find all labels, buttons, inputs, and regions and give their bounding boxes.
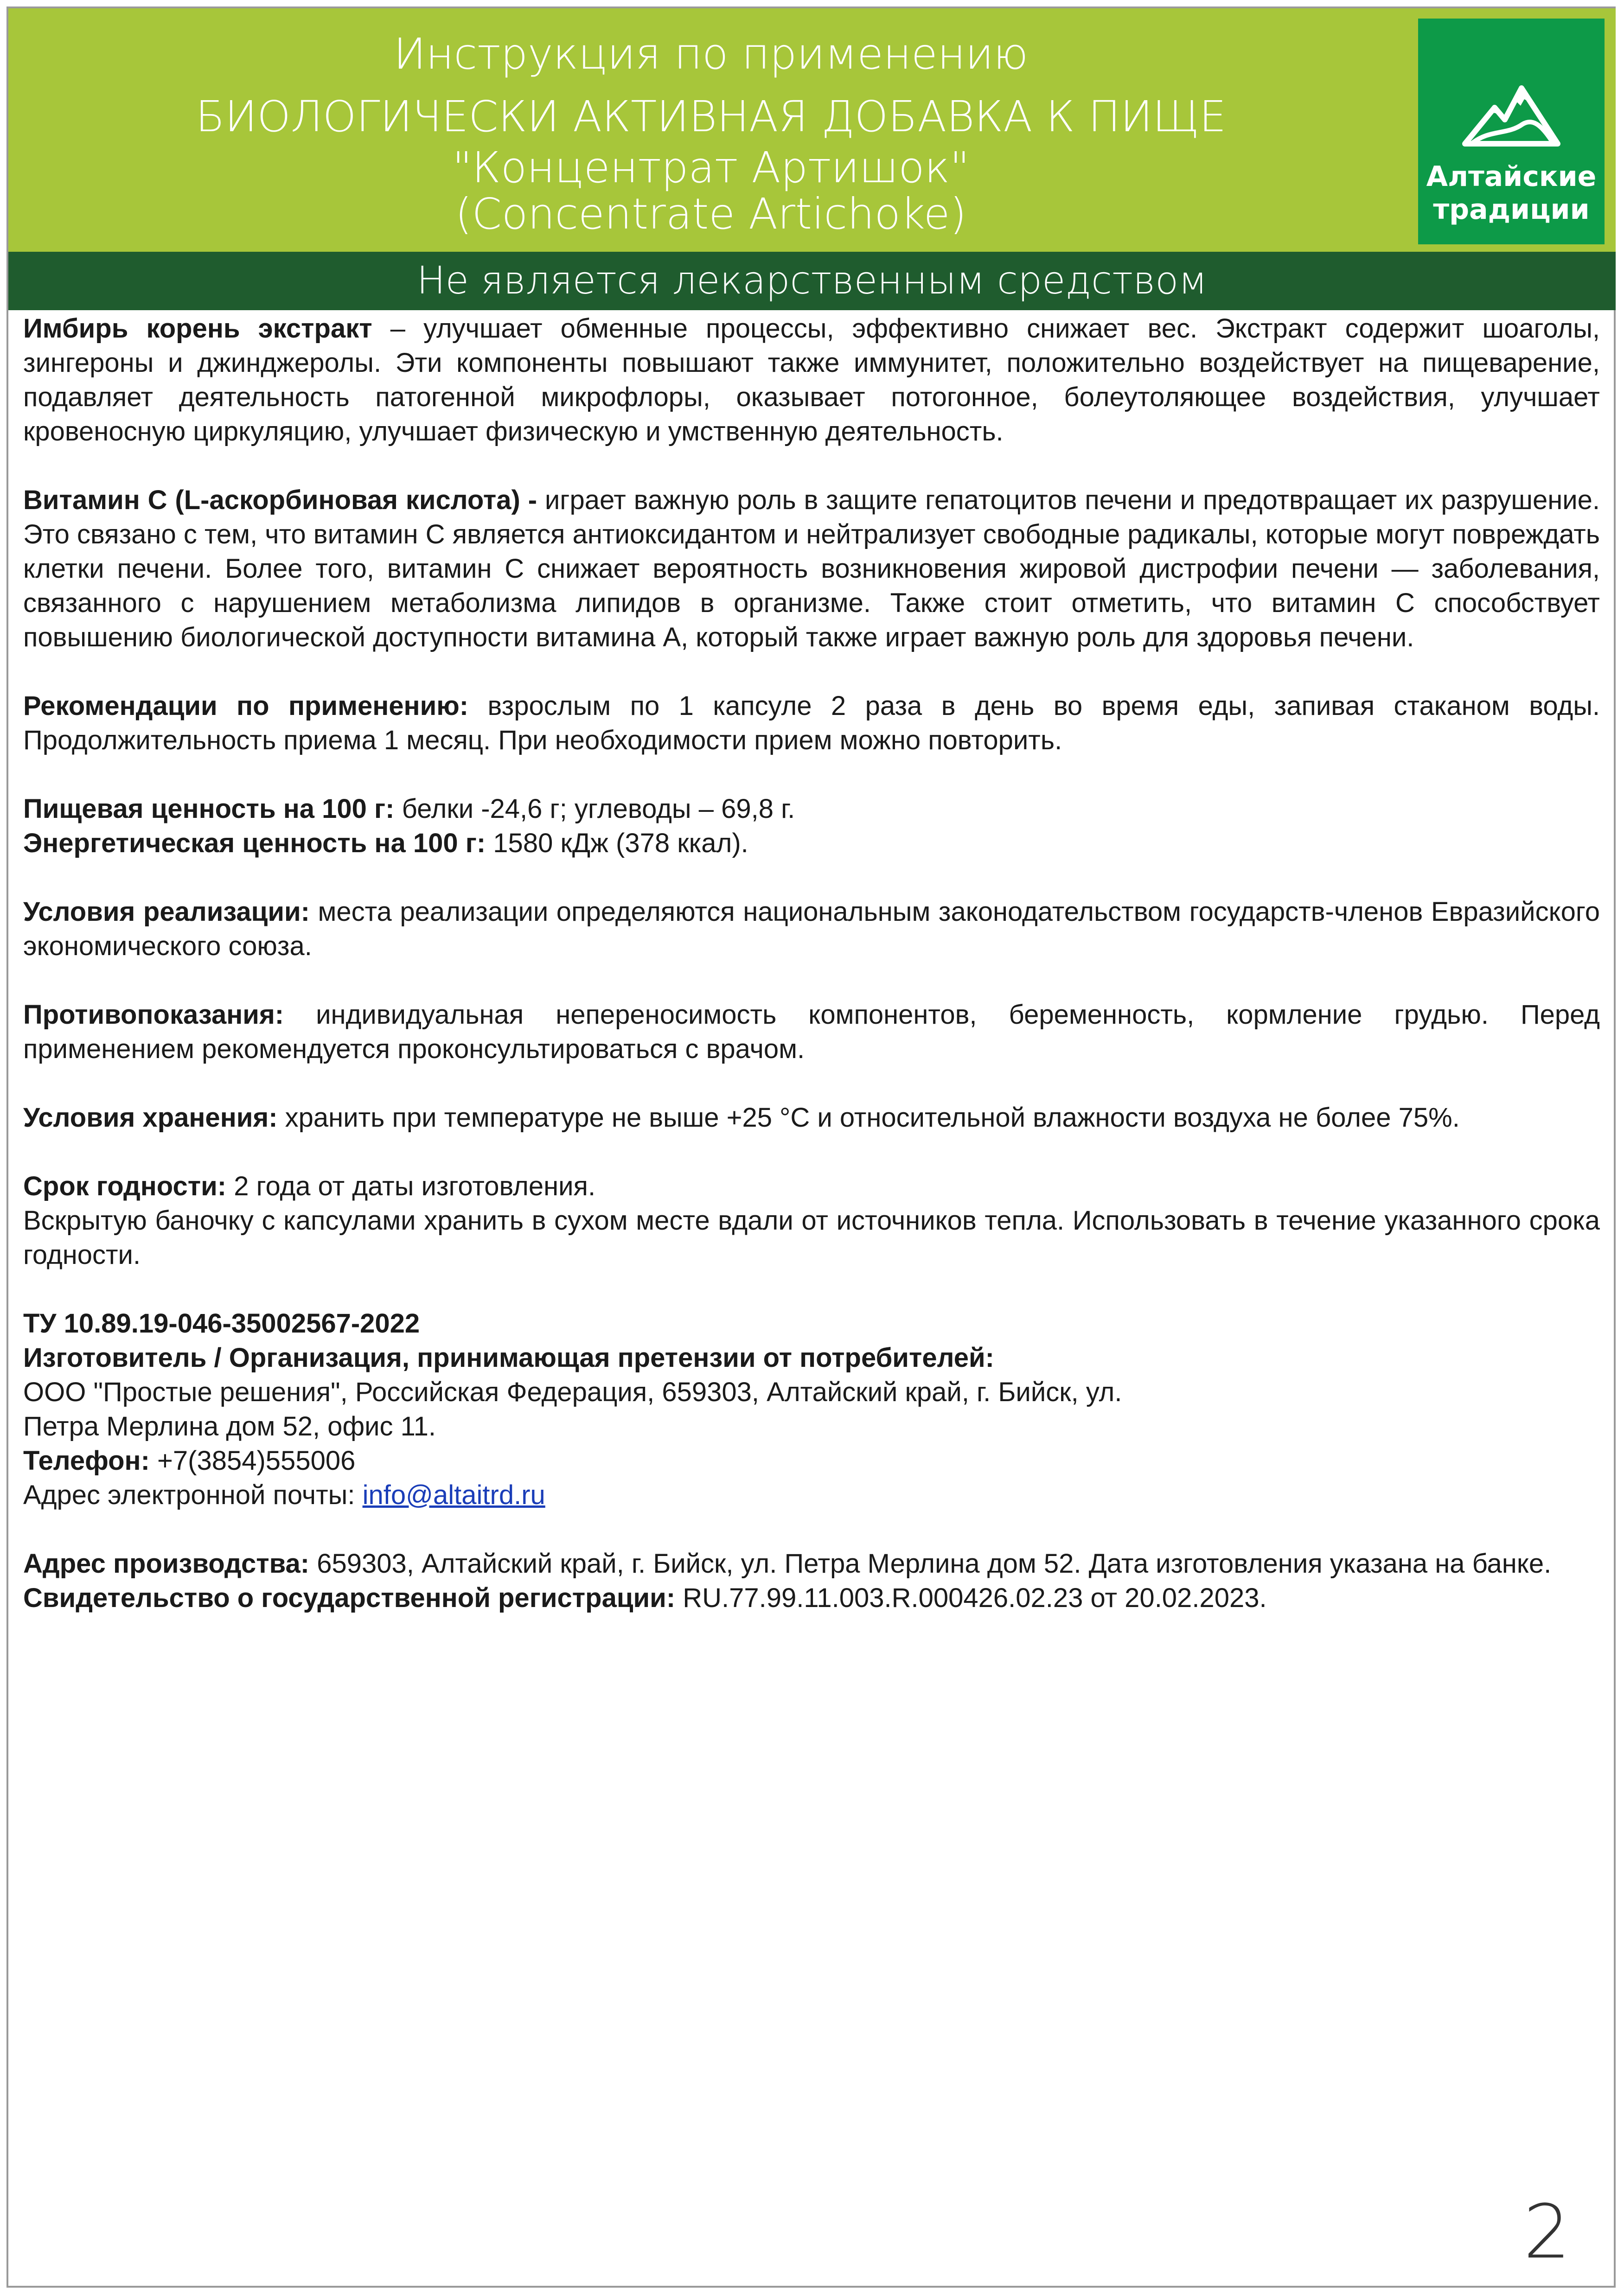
document-type: Инструкция по применению xyxy=(393,29,1029,79)
shelf-life-line xyxy=(23,1169,1600,1204)
manufacturer-address-line1: ООО "Простые решения", Российская Федерация, 659303, Алтайский край, г. Бийск, ул. xyxy=(23,1377,1122,1407)
section-text: взрослым по 1 капсуле 2 раза в день во время еды, запивая стаканом воды. Продолжительность приема 1 месяц. При необходимости прием можно повторить. xyxy=(23,691,1600,755)
logo-text-line2: традиции xyxy=(1433,193,1590,226)
logo-text-line1: Алтайские xyxy=(1426,160,1597,193)
section-recommendations xyxy=(23,689,1600,758)
email-line xyxy=(23,1478,1600,1512)
section-text: индивидуальная непереносимость компонентов, беременность, кормление грудью. Перед применением рекомендуется проконсультироваться с врачом. xyxy=(23,1000,1600,1064)
product-name-en: (Concentrate Artichoke) xyxy=(455,189,967,239)
section-contraindications xyxy=(23,998,1600,1066)
header xyxy=(8,8,1616,252)
storage-after-opening: Вскрытую баночку с капсулами хранить в сухом месте вдали от источников тепла. Использовать в течение указанного срока годности. xyxy=(23,1205,1600,1270)
product-category: БИОЛОГИЧЕСКИ АКТИВНАЯ ДОБАВКА К ПИЩЕ xyxy=(195,92,1227,141)
product-name: "Концентрат Артишок" xyxy=(452,143,970,192)
brand-logo xyxy=(1418,19,1605,244)
section-nutrition xyxy=(23,792,1600,861)
section-shelf-life xyxy=(23,1169,1600,1272)
section-text: играет важную роль в защите гепатоцитов печени и предотвращает их разрушение. Это связано с тем, что витамин С является антиоксидантом и нейтрализует свободные радикалы, которые могут повреждать клетки печени. Более того, витамин С снижает вероятность возникновения жировой дистрофии печени — заболевания, связанного с нарушением метаболизма липидов в организме. Также стоит отметить, что витамин С способствует повышению биологической доступности витамина А, который также играет важную роль для здоровья печени. xyxy=(23,485,1600,652)
manufacturer-label: Изготовитель / Организация, принимающая претензии от потребителей: xyxy=(23,1343,994,1373)
section-label: Противопоказания: xyxy=(23,1000,284,1030)
tech-spec-number: ТУ 10.89.19-046-35002567-2022 xyxy=(23,1308,420,1339)
section-label: Адрес производства: xyxy=(23,1549,310,1579)
registration-line xyxy=(23,1581,1600,1615)
section-text: места реализации определяются национальным законодательством государств-членов Евразийского экономического союза. xyxy=(23,897,1600,961)
section-text: 1580 кДж (378 ккал). xyxy=(486,828,748,858)
not-medicine-banner: Не является лекарственным средством xyxy=(8,252,1616,310)
section-text: 659303, Алтайский край, г. Бийск, ул. Петра Мерлина дом 52. Дата изготовления указана на банке. xyxy=(309,1549,1552,1579)
email-link[interactable]: info@altaitrd.ru xyxy=(362,1480,545,1510)
section-label: Условия реализации: xyxy=(23,897,310,927)
section-label: Срок годности: xyxy=(23,1171,227,1201)
section-label: Имбирь корень экстракт xyxy=(23,313,372,344)
phone-line xyxy=(23,1444,1600,1478)
section-text: белки -24,6 г; углеводы – 69,8 г. xyxy=(394,794,795,824)
section-text: – улучшает обменные процессы, эффективно снижает вес. Экстракт содержит шоаголы, зингероны и джинджеролы. Эти компоненты повышают также иммунитет, положительно воздействует на пищеварение, подавляет деятельность патогенной микрофлоры, оказывает потогонное, болеутоляющее воздействия, улучшает кровеносную циркуляцию, улучшает физическую и умственную деятельность. xyxy=(23,313,1600,446)
email-label: Адрес электронной почты: xyxy=(23,1480,363,1510)
header-title-block xyxy=(8,8,1413,252)
phone-number: +7(3854)555006 xyxy=(149,1446,356,1476)
page-number: 2 xyxy=(1523,2188,1571,2275)
section-text: 2 года от даты изготовления. xyxy=(226,1171,596,1201)
section-vitamin-c xyxy=(23,483,1600,655)
section-ginger xyxy=(23,312,1600,449)
section-label: Свидетельство о государственной регистрации: xyxy=(23,1583,676,1613)
section-label: Рекомендации по применению: xyxy=(23,691,469,721)
section-label: Витамин С (L-аскорбиновая кислота) - xyxy=(23,485,537,515)
instruction-body xyxy=(23,312,1600,1650)
energy-value-line xyxy=(23,826,1600,861)
section-label: Энергетическая ценность на 100 г: xyxy=(23,828,486,858)
section-text: RU.77.99.11.003.R.000426.02.23 от 20.02.2023. xyxy=(675,1583,1267,1613)
nutrition-value-line xyxy=(23,792,1600,826)
section-text: хранить при температуре не выше +25 °С и относительной влажности воздуха не более 75%. xyxy=(277,1103,1460,1133)
section-manufacturer xyxy=(23,1307,1600,1512)
manufacturer-address-line2: Петра Мерлина дом 52, офис 11. xyxy=(23,1411,436,1441)
phone-label: Телефон: xyxy=(23,1446,150,1476)
section-production xyxy=(23,1547,1600,1615)
production-address-line xyxy=(23,1547,1600,1581)
section-sale-conditions xyxy=(23,895,1600,963)
section-label: Пищевая ценность на 100 г: xyxy=(23,794,395,824)
section-storage xyxy=(23,1101,1600,1135)
mountain-icon xyxy=(1462,74,1560,153)
section-label: Условия хранения: xyxy=(23,1103,278,1133)
